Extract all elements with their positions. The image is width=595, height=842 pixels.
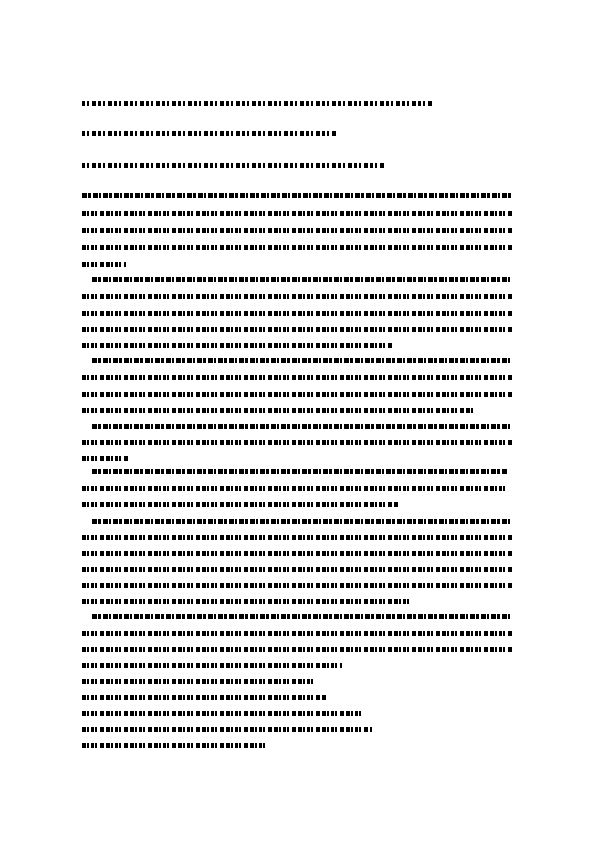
document-title-line <box>82 101 434 106</box>
text-line <box>82 599 412 604</box>
document-author-line <box>82 163 384 168</box>
text-line <box>82 211 512 216</box>
text-line <box>82 663 342 668</box>
text-line <box>92 358 512 363</box>
text-line <box>82 486 508 491</box>
text-line <box>82 502 398 507</box>
text-line <box>82 679 314 684</box>
text-line <box>82 456 128 461</box>
text-line <box>82 327 512 332</box>
text-line <box>92 277 512 282</box>
text-line <box>82 551 512 556</box>
text-line <box>82 392 512 397</box>
text-line <box>82 535 512 540</box>
text-line <box>92 614 512 619</box>
text-line <box>82 193 512 198</box>
text-line <box>92 519 512 524</box>
text-line <box>82 375 512 380</box>
text-line <box>82 567 512 572</box>
text-line <box>82 727 372 732</box>
text-line <box>82 343 392 348</box>
text-line <box>82 311 512 316</box>
text-line <box>82 695 326 700</box>
text-line <box>82 262 126 267</box>
text-line <box>82 294 512 299</box>
text-line <box>82 228 512 233</box>
document-subtitle-line <box>82 131 336 136</box>
text-line <box>82 408 474 413</box>
text-line <box>82 743 268 748</box>
text-line <box>82 631 512 636</box>
text-line <box>82 583 512 588</box>
text-line <box>82 647 512 652</box>
text-line <box>92 469 508 474</box>
text-line <box>82 440 512 445</box>
text-line <box>92 424 512 429</box>
text-line <box>82 245 512 250</box>
text-line <box>82 711 364 716</box>
